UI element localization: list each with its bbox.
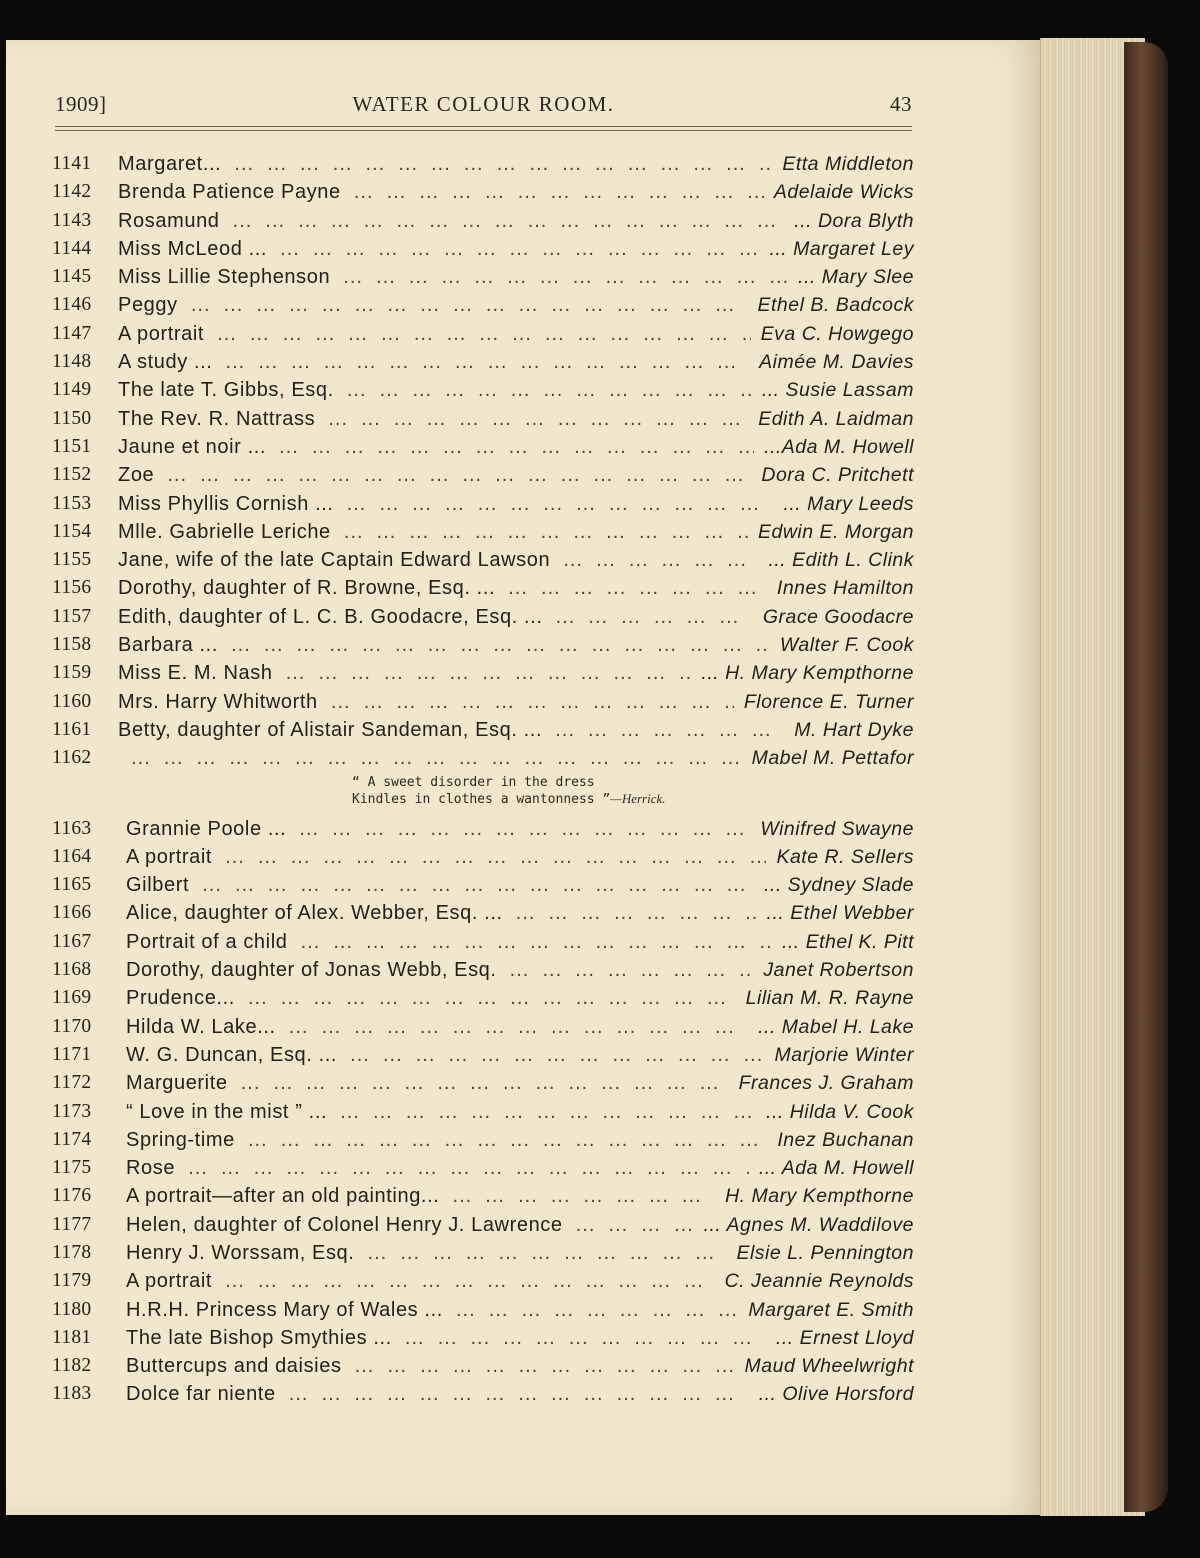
entry-artist: Margaret E. Smith (738, 1296, 914, 1324)
entry-number: 1159 (52, 662, 92, 684)
entry-number: 1153 (52, 492, 92, 514)
catalogue-entry (52, 871, 914, 899)
catalogue-entry (52, 291, 914, 319)
entry-number: 1143 (52, 209, 92, 231)
catalogue-entry (52, 1211, 914, 1239)
entry-title: Grannie Poole ... ... (126, 815, 914, 843)
header-title: WATER COLOUR ROOM. (352, 92, 615, 116)
catalogue-entry (52, 1069, 914, 1097)
entry-artist: ... H. Mary Kempthorne (691, 659, 914, 687)
entry-title: Miss E. M. Nash ... (118, 659, 914, 687)
entry-title: Jaune et noir ... ... (118, 433, 914, 461)
entry-artist: ... Agnes M. Waddilove (694, 1211, 914, 1239)
entry-number: 1182 (52, 1355, 92, 1377)
header-rule (55, 126, 912, 127)
entry-title: Miss Phyllis Cornish ... ... (118, 490, 914, 518)
entry-number: 1161 (52, 718, 92, 740)
entry-artist: Inez Buchanan (767, 1126, 914, 1154)
entry-title: The late T. Gibbs, Esq. ... (118, 376, 914, 404)
entry-number: 1146 (52, 294, 92, 316)
entry-number: 1142 (52, 181, 92, 203)
entry-artist: C. Jeannie Reynolds (715, 1267, 914, 1295)
catalogue-entry (52, 928, 914, 956)
entry-title: Jane, wife of the late Captain Edward Lawson ... (118, 546, 914, 574)
catalogue-entry (52, 1267, 914, 1295)
entry-title: “ Love in the mist ” ... ... (126, 1098, 914, 1126)
catalogue-entry (52, 178, 914, 206)
catalogue-entries-b (52, 815, 914, 1409)
catalogue-entry (52, 405, 914, 433)
entry-number: 1157 (52, 605, 92, 627)
entry-number: 1152 (52, 464, 92, 486)
quote-attribution: —Herrick. (610, 790, 666, 806)
entry-artist: ... Mary Leeds (773, 490, 914, 518)
entry-artist: ... Ernest Lloyd (766, 1324, 914, 1352)
entry-artist: Adelaide Wicks (764, 178, 914, 206)
verse-quote (352, 775, 914, 815)
entry-title: Zoe ... (118, 461, 914, 489)
entry-artist: Edwin E. Morgan (748, 518, 914, 546)
catalogue-entry (52, 1182, 914, 1210)
entry-title: Spring-time ... (126, 1126, 914, 1154)
catalogue-list (52, 150, 914, 1409)
entry-number: 1176 (52, 1185, 92, 1207)
entry-title: Dolce far niente ... (126, 1380, 914, 1408)
catalogue-entry (52, 235, 914, 263)
entry-number: 1155 (52, 549, 92, 571)
entry-number: 1170 (52, 1015, 92, 1037)
catalogue-entry (52, 320, 914, 348)
entry-number: 1154 (52, 520, 92, 542)
entry-title: A study ... ... (118, 348, 914, 376)
catalogue-entry (52, 433, 914, 461)
catalogue-entry (52, 1296, 914, 1324)
entry-title: Barbara ... ... (118, 631, 914, 659)
entry-number: 1148 (52, 351, 92, 373)
entry-title: Alice, daughter of Alex. Webber, Esq. ... ... (126, 899, 914, 927)
catalogue-entry (52, 1239, 914, 1267)
entry-title: The Rev. R. Nattrass ... (118, 405, 914, 433)
entry-number: 1151 (52, 435, 92, 457)
catalogue-entry (52, 956, 914, 984)
entry-number: 1156 (52, 577, 92, 599)
catalogue-entry (52, 603, 914, 631)
entry-artist: ... Hilda V. Cook (756, 1098, 914, 1126)
entry-number: 1181 (52, 1326, 92, 1348)
catalogue-entry (52, 574, 914, 602)
entry-artist: ... Mabel H. Lake (748, 1013, 914, 1041)
entry-artist: M. Hart Dyke (784, 716, 914, 744)
catalogue-entry (52, 1154, 914, 1182)
entry-number: 1167 (52, 930, 92, 952)
entry-number: 1162 (52, 747, 92, 769)
entry-title: Hilda W. Lake... ... (126, 1013, 914, 1041)
catalogue-entry (52, 631, 914, 659)
entry-artist: ... Olive Horsford (749, 1380, 914, 1408)
catalogue-entry (52, 518, 914, 546)
entry-number: 1164 (52, 845, 92, 867)
entry-number: 1175 (52, 1157, 92, 1179)
entry-title: W. G. Duncan, Esq. ... ... (126, 1041, 914, 1069)
entry-title: Peggy ... (118, 291, 914, 319)
catalogue-entry (52, 1324, 914, 1352)
entry-artist: Winifred Swayne (750, 815, 914, 843)
quote-line-2-wrap (352, 791, 914, 808)
entry-title: Prudence... ... (126, 984, 914, 1012)
entry-title: Edith, daughter of L. C. B. Goodacre, Esq. ... ... (118, 603, 914, 631)
catalogue-entry (52, 843, 914, 871)
catalogue-entry (52, 461, 914, 489)
entry-title: Mlle. Gabrielle Leriche ... (118, 518, 914, 546)
entry-number: 1173 (52, 1100, 92, 1122)
entry-artist: Walter F. Cook (770, 631, 914, 659)
entry-number: 1172 (52, 1072, 92, 1094)
entry-artist: ... Dora Blyth (784, 207, 914, 235)
entry-title: Brenda Patience Payne ... (118, 178, 914, 206)
entry-title: A portrait ... (118, 320, 914, 348)
catalogue-entry (52, 490, 914, 518)
entry-number: 1177 (52, 1213, 92, 1235)
entry-artist: H. Mary Kempthorne (715, 1182, 914, 1210)
entry-artist: Kate R. Sellers (766, 843, 914, 871)
entry-number: 1166 (52, 902, 92, 924)
entry-number: 1169 (52, 987, 92, 1009)
catalogue-entry (52, 815, 914, 843)
catalogue-entry (52, 1352, 914, 1380)
entry-title: Marguerite ... (126, 1069, 914, 1097)
quote-line-2: Kindles in clothes a wantonness ” (352, 791, 611, 807)
entry-number: 1168 (52, 959, 92, 981)
entry-number: 1165 (52, 874, 92, 896)
entry-number: 1174 (52, 1128, 92, 1150)
entry-title: The late Bishop Smythies ... ... (126, 1324, 914, 1352)
header-year: 1909] (55, 92, 107, 116)
catalogue-entry (52, 1098, 914, 1126)
entry-title: Portrait of a child ... (126, 928, 914, 956)
entry-artist: ... Ada M. Howell (749, 1154, 914, 1182)
entry-artist: Elsie L. Pennington (726, 1239, 914, 1267)
entry-artist: ... Ethel Webber (757, 899, 914, 927)
entry-number: 1163 (52, 817, 92, 839)
entry-artist: Frances J. Graham (729, 1069, 914, 1097)
entry-number: 1145 (52, 266, 92, 288)
quote-line-1: “ A sweet disorder in the dress (352, 774, 595, 790)
entry-number: 1180 (52, 1298, 92, 1320)
entry-number: 1179 (52, 1270, 92, 1292)
entry-title: H.R.H. Princess Mary of Wales ... ... (126, 1296, 914, 1324)
entry-title: Betty, daughter of Alistair Sandeman, Esq. ... ... (118, 716, 914, 744)
entry-artist: ... Sydney Slade (754, 871, 914, 899)
entry-number: 1150 (52, 407, 92, 429)
entry-artist: Ethel B. Badcock (748, 291, 915, 319)
entry-artist: Aimée M. Davies (749, 348, 914, 376)
entry-artist: Lilian M. R. Rayne (736, 984, 914, 1012)
entry-number: 1178 (52, 1241, 92, 1263)
entry-artist: Maud Wheelwright (735, 1352, 914, 1380)
catalogue-entry (52, 899, 914, 927)
entry-artist: ... Edith L. Clink (758, 546, 914, 574)
entry-title: Margaret... ... (118, 150, 914, 178)
catalogue-entry (52, 1013, 914, 1041)
catalogue-entry (52, 1041, 914, 1069)
entry-number: 1149 (52, 379, 92, 401)
entry-number: 1171 (52, 1043, 92, 1065)
running-header (55, 92, 912, 128)
entry-artist: Etta Middleton (772, 150, 914, 178)
entry-number: 1158 (52, 634, 92, 656)
catalogue-entry (52, 744, 914, 772)
entry-title: A portrait—after an old painting... ... (126, 1182, 914, 1210)
entry-artist: Eva C. Howgego (751, 320, 914, 348)
entry-title: Henry J. Worssam, Esq. ... (126, 1239, 914, 1267)
entry-number: 1147 (52, 322, 92, 344)
entry-title: Buttercups and daisies ... (126, 1352, 914, 1380)
entry-number: 1144 (52, 237, 92, 259)
entry-title: A portrait ... (126, 1267, 914, 1295)
entry-artist: ...Ada M. Howell (754, 433, 914, 461)
entry-artist: ... Mary Slee (788, 263, 914, 291)
catalogue-entry (52, 263, 914, 291)
entry-number: 1183 (52, 1383, 92, 1405)
entry-title: Miss McLeod ... ... (118, 235, 914, 263)
entry-artist: ... Susie Lassam (752, 376, 914, 404)
entry-artist: Dora C. Pritchett (751, 461, 914, 489)
entry-artist: Grace Goodacre (753, 603, 914, 631)
catalogue-entry (52, 376, 914, 404)
catalogue-entry (52, 546, 914, 574)
page-number: 43 (890, 92, 912, 116)
header-rule-second (55, 130, 912, 131)
entry-number: 1160 (52, 690, 92, 712)
entry-title: A portrait ... (126, 843, 914, 871)
entry-title: Dorothy, daughter of R. Browne, Esq. ... ... (118, 574, 914, 602)
entry-title: Miss Lillie Stephenson ... (118, 263, 914, 291)
entry-artist: Janet Robertson (753, 956, 914, 984)
entry-artist: ... Margaret Ley (759, 235, 914, 263)
catalogue-entry (52, 1126, 914, 1154)
entry-title: Dorothy, daughter of Jonas Webb, Esq. ... (126, 956, 914, 984)
entry-title: Rosamund ... (118, 207, 914, 235)
entry-artist: Innes Hamilton (767, 574, 914, 602)
entry-title: Mrs. Harry Whitworth ... (118, 688, 914, 716)
entry-artist: Florence E. Turner (734, 688, 914, 716)
entry-artist: Mabel M. Pettafor (742, 744, 914, 772)
catalogue-entry (52, 716, 914, 744)
entry-title: Rose ... (126, 1154, 914, 1182)
entry-artist: Marjorie Winter (764, 1041, 914, 1069)
catalogue-entry (52, 688, 914, 716)
catalogue-entry (52, 207, 914, 235)
catalogue-entry (52, 1380, 914, 1408)
entry-title: Gilbert ... (126, 871, 914, 899)
catalogue-entry (52, 984, 914, 1012)
entry-number: 1141 (52, 153, 92, 174)
entry-artist: ... Ethel K. Pitt (772, 928, 914, 956)
catalogue-entries-a (52, 150, 914, 773)
book-binding (1124, 42, 1168, 1512)
entry-title: Helen, daughter of Colonel Henry J. Lawrence ... (126, 1211, 914, 1239)
catalogue-entry (52, 348, 914, 376)
entry-artist: Edith A. Laidman (748, 405, 914, 433)
catalogue-entry (52, 150, 914, 178)
catalogue-entry (52, 659, 914, 687)
